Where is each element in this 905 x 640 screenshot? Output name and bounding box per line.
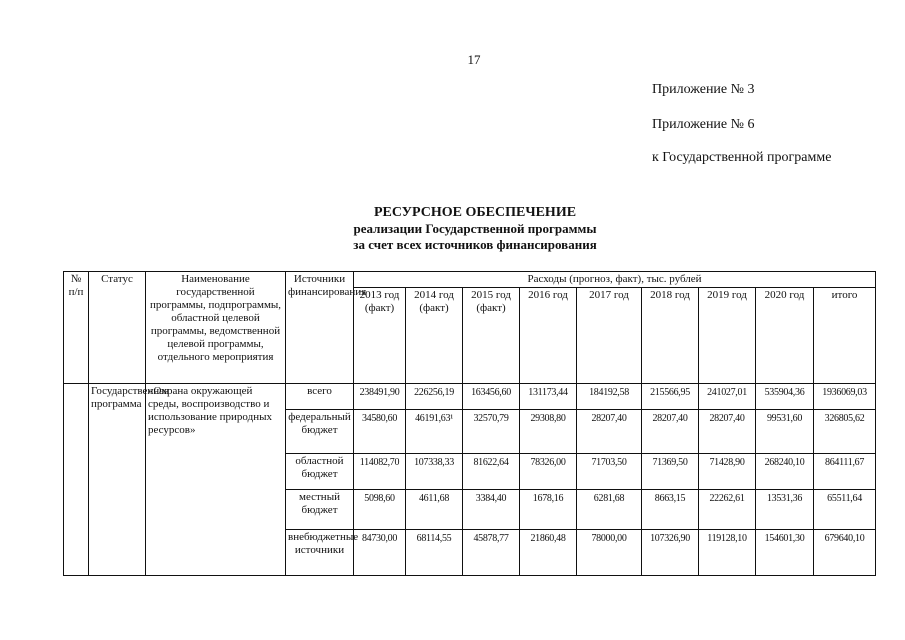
value-cell: 215566,95 bbox=[642, 384, 699, 410]
value-cell: 679640,10 bbox=[814, 530, 876, 576]
value-cell: 238491,90 bbox=[354, 384, 406, 410]
appendix-line-2: Приложение № 6 bbox=[652, 117, 755, 132]
appendix-line-1: Приложение № 3 bbox=[652, 82, 755, 97]
page-number: 17 bbox=[467, 52, 481, 67]
header-num: № п/п bbox=[64, 272, 89, 384]
value-cell: 13531,36 bbox=[756, 490, 814, 530]
value-cell: 81622,64 bbox=[463, 454, 520, 490]
header-year: 2015 год (факт) bbox=[463, 288, 520, 384]
value-cell: 1936069,03 bbox=[814, 384, 876, 410]
value-cell: 28207,40 bbox=[699, 410, 756, 454]
appendix-line-3: к Государственной программе bbox=[652, 150, 832, 165]
document-title bbox=[250, 205, 700, 253]
header-name: Наименование государственной программы, подпрограммы, областной целевой программы, ведомственной целевой программы, отдельного мероприятия bbox=[146, 272, 286, 384]
value-cell: 184192,58 bbox=[577, 384, 642, 410]
value-cell: 68114,55 bbox=[406, 530, 463, 576]
value-cell: 163456,60 bbox=[463, 384, 520, 410]
title-line-3: за счет всех источников финансирования bbox=[353, 237, 597, 252]
resource-table bbox=[63, 271, 876, 576]
title-line-1: РЕСУРСНОЕ ОБЕСПЕЧЕНИЕ bbox=[373, 205, 577, 220]
value-cell: 46191,63¹ bbox=[406, 410, 463, 454]
value-cell: 78326,00 bbox=[520, 454, 577, 490]
value-cell: 3384,40 bbox=[463, 490, 520, 530]
header-status: Статус bbox=[89, 272, 146, 384]
value-cell: 99531,60 bbox=[756, 410, 814, 454]
value-cell: 8663,15 bbox=[642, 490, 699, 530]
header-expenses: Расходы (прогноз, факт), тыс. рублей bbox=[354, 272, 876, 288]
value-cell: 28207,40 bbox=[642, 410, 699, 454]
header-year: 2014 год (факт) bbox=[406, 288, 463, 384]
value-cell: 131173,44 bbox=[520, 384, 577, 410]
header-year: 2016 год bbox=[520, 288, 577, 384]
value-cell: 326805,62 bbox=[814, 410, 876, 454]
value-cell: 535904,36 bbox=[756, 384, 814, 410]
table-row bbox=[64, 384, 876, 410]
value-cell: 107326,90 bbox=[642, 530, 699, 576]
source-cell: областной бюджет bbox=[286, 454, 354, 490]
value-cell: 226256,19 bbox=[406, 384, 463, 410]
value-cell: 21860,48 bbox=[520, 530, 577, 576]
header-sources: Источники финансирования bbox=[286, 272, 354, 384]
source-cell: внебюджетные источники bbox=[286, 530, 354, 576]
value-cell: 28207,40 bbox=[577, 410, 642, 454]
header-year: 2013 год (факт) bbox=[354, 288, 406, 384]
value-cell: 65511,64 bbox=[814, 490, 876, 530]
value-cell: 241027,01 bbox=[699, 384, 756, 410]
value-cell: 84730,00 bbox=[354, 530, 406, 576]
value-cell: 864111,67 bbox=[814, 454, 876, 490]
program-status: Государственная программа bbox=[89, 384, 146, 576]
value-cell: 45878,77 bbox=[463, 530, 520, 576]
value-cell: 6281,68 bbox=[577, 490, 642, 530]
value-cell: 268240,10 bbox=[756, 454, 814, 490]
value-cell: 22262,61 bbox=[699, 490, 756, 530]
value-cell: 114082,70 bbox=[354, 454, 406, 490]
value-cell: 71369,50 bbox=[642, 454, 699, 490]
header-year: 2017 год bbox=[577, 288, 642, 384]
header-year: 2020 год bbox=[756, 288, 814, 384]
header-row-1 bbox=[64, 272, 876, 288]
value-cell: 107338,33 bbox=[406, 454, 463, 490]
value-cell: 78000,00 bbox=[577, 530, 642, 576]
source-cell: местный бюджет bbox=[286, 490, 354, 530]
source-cell: федеральный бюджет bbox=[286, 410, 354, 454]
value-cell: 32570,79 bbox=[463, 410, 520, 454]
source-cell: всего bbox=[286, 384, 354, 410]
header-year: 2018 год bbox=[642, 288, 699, 384]
program-name: «Охрана окружающей среды, воспроизводство и использование природных ресурсов» bbox=[146, 384, 286, 576]
value-cell: 119128,10 bbox=[699, 530, 756, 576]
value-cell: 4611,68 bbox=[406, 490, 463, 530]
value-cell: 34580,60 bbox=[354, 410, 406, 454]
value-cell: 29308,80 bbox=[520, 410, 577, 454]
header-total: итого bbox=[814, 288, 876, 384]
value-cell: 71703,50 bbox=[577, 454, 642, 490]
value-cell: 154601,30 bbox=[756, 530, 814, 576]
value-cell: 1678,16 bbox=[520, 490, 577, 530]
header-year: 2019 год bbox=[699, 288, 756, 384]
title-line-2: реализации Государственной программы bbox=[353, 221, 597, 236]
program-num bbox=[64, 384, 89, 576]
value-cell: 5098,60 bbox=[354, 490, 406, 530]
value-cell: 71428,90 bbox=[699, 454, 756, 490]
